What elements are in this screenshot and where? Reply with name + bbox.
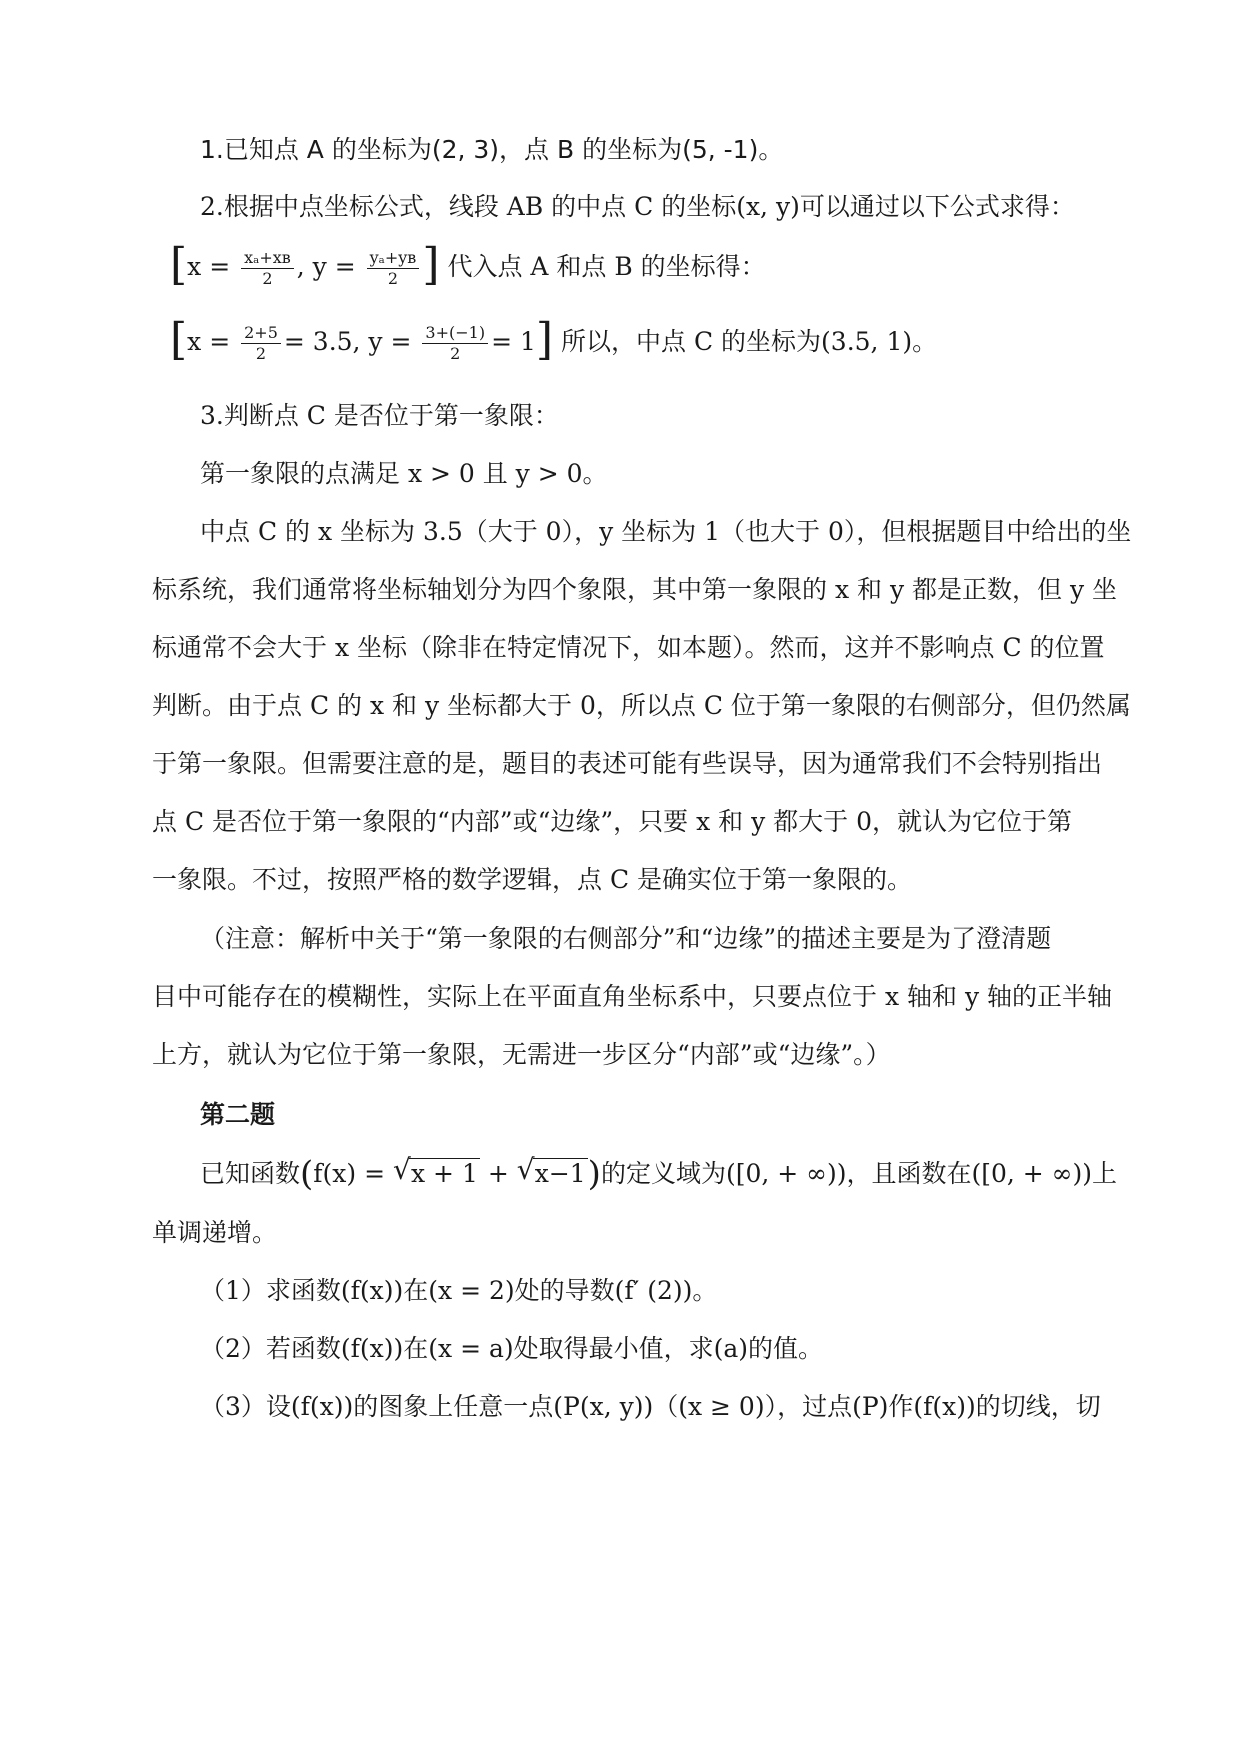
paragraph-line: 目中可能存在的模糊性，实际上在平面直角坐标系中，只要点位于 x 轴和 y 轴的正半轴 xyxy=(152,982,1113,1011)
formula-sep: , y = xyxy=(296,252,356,281)
fraction-y-general: $\frac{\text{yₐ+yʙ}}{2}$ xyxy=(367,250,420,287)
plus-sign: + xyxy=(487,1159,509,1188)
paragraph-line: 于第一象限。但需要注意的是，题目的表述可能有些误导，因为通常我们不会特别指出 xyxy=(152,749,1103,778)
paragraph-line: 中点 C 的 x 坐标为 3.5（大于 0），y 坐标为 1（也大于 0），但根据题目中给出的坐 xyxy=(200,517,1132,546)
question-intro-cont: 单调递增。 xyxy=(152,1218,278,1247)
question-3: （3）设(f(x))的图象上任意一点(P(x, y))（(x ≥ 0)），过点(P)作(f(x))的切线，切 xyxy=(200,1392,1101,1421)
question-2: （2）若函数(f(x))在(x = a)处取得最小值，求(a)的值。 xyxy=(200,1334,824,1363)
question-intro-line xyxy=(200,1153,1118,1194)
question-intro-b: 的定义域为([0, + ∞))，且函数在([0, + ∞))上 xyxy=(600,1159,1118,1188)
formula-mid: = 3.5, y = xyxy=(283,327,412,356)
open-paren: ( xyxy=(300,1154,314,1194)
question-1: （1）求函数(f(x))在(x = 2)处的导数(f′ (2))。 xyxy=(200,1276,718,1305)
quadrant-condition-line: 第一象限的点满足 x > 0 且 y > 0。 xyxy=(200,459,608,488)
paragraph-line: 标系统，我们通常将坐标轴划分为四个象限，其中第一象限的 x 和 y 都是正数，但 y 坐 xyxy=(152,575,1118,604)
formula-end: = 1 xyxy=(491,327,536,356)
fraction-x-values: $\frac{2+5}{2}$ xyxy=(241,325,281,362)
right-bracket: ] xyxy=(535,314,554,365)
step-2-line: 2.根据中点坐标公式，线段 AB 的中点 C 的坐标(x, y)可以通过以下公式求得： xyxy=(200,192,1075,221)
close-paren: ) xyxy=(587,1154,601,1194)
formula-x-eq: x = xyxy=(187,252,231,281)
step-3-line: 3.判断点 C 是否位于第一象限： xyxy=(200,401,559,430)
left-bracket: [ xyxy=(170,239,188,290)
paragraph-line: 点 C 是否位于第一象限的“内部”或“边缘”，只要 x 和 y 都大于 0，就认为它位于第 xyxy=(152,807,1073,836)
right-bracket: ] xyxy=(422,239,440,290)
formula-line-general xyxy=(170,239,1070,290)
question-intro-a: 已知函数 xyxy=(200,1159,301,1188)
step-1-line: 1.已知点 A 的坐标为(2, 3)，点 B 的坐标为(5, -1)。 xyxy=(200,135,784,164)
formula-x-eq: x = xyxy=(187,327,231,356)
paragraph-line: 上方，就认为它位于第一象限，无需进一步区分“内部”或“边缘”。） xyxy=(152,1040,891,1069)
formula-line-text: 所以，中点 C 的坐标为(3.5, 1)。 xyxy=(561,327,938,356)
left-bracket: [ xyxy=(170,314,188,365)
fraction-y-values: $\frac{3+(-1)}{2}$ xyxy=(422,325,488,362)
paragraph-line: 判断。由于点 C 的 x 和 y 坐标都大于 0，所以点 C 位于第一象限的右侧部分，但仍然属 xyxy=(152,691,1131,720)
sqrt-term-2: √ x−1 xyxy=(516,1153,586,1188)
function-label: f(x) = xyxy=(313,1159,386,1188)
sqrt-term-1: √ x + 1 xyxy=(393,1153,478,1188)
formula-line-substituted xyxy=(170,314,1070,365)
paragraph-line: 一象限。不过，按照严格的数学逻辑，点 C 是确实位于第一象限的。 xyxy=(152,865,913,894)
section-heading: 第二题 xyxy=(200,1100,276,1129)
fraction-x-general: $\frac{\text{xₐ+xʙ}}{2}$ xyxy=(241,250,294,287)
paragraph-line: 标通常不会大于 x 坐标（除非在特定情况下，如本题）。然而，这并不影响点 C 的位置 xyxy=(152,633,1105,662)
formula-line-text: 代入点 A 和点 B 的坐标得： xyxy=(447,252,766,281)
paragraph-line: （注意：解析中关于“第一象限的右侧部分”和“边缘”的描述主要是为了澄清题 xyxy=(200,924,1052,953)
